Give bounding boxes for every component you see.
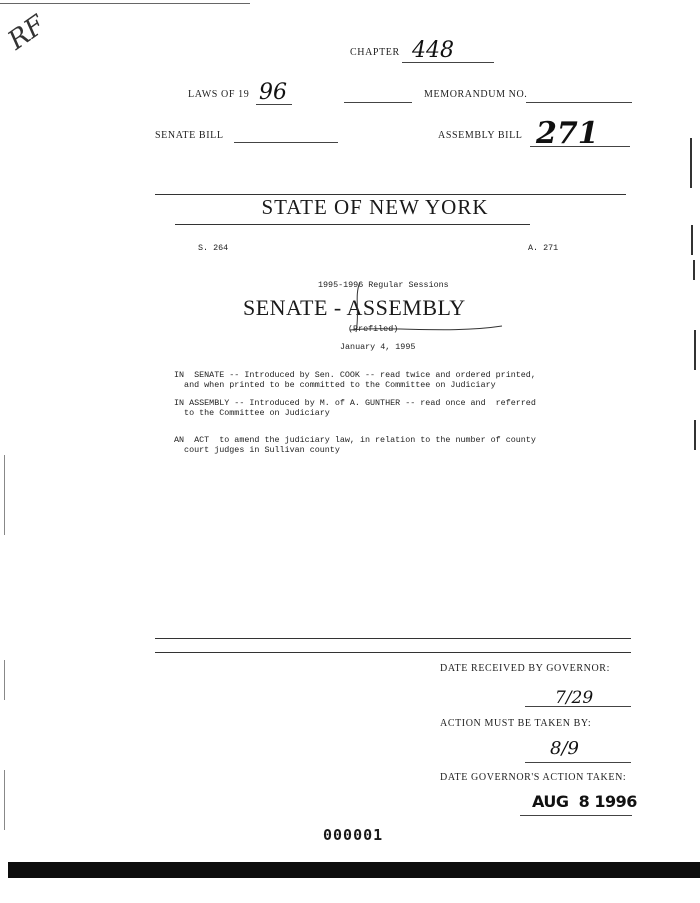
- senate-intro-line-1: IN SENATE -- Introduced by Sen. COOK -- read twice and ordered printed,: [174, 370, 536, 380]
- chapter-line: [402, 62, 494, 63]
- scan-edge-mark-5: [694, 420, 696, 450]
- house-title: SENATE - ASSEMBLY: [243, 295, 466, 320]
- chapter-value: 448: [412, 38, 454, 63]
- assembly-bill-label: ASSEMBLY BILL: [438, 130, 523, 141]
- memorandum-label: MEMORANDUM NO.: [424, 89, 528, 100]
- page-number: 000001: [323, 826, 384, 844]
- assembly-number: A. 271: [528, 243, 559, 253]
- state-title: STATE OF NEW YORK: [261, 195, 489, 219]
- scan-bar: [8, 862, 700, 878]
- scan-edge-mark-8: [4, 770, 5, 830]
- chapter-label: CHAPTER: [350, 47, 400, 58]
- senate-intro-line-2: and when printed to be committed to the Committee on Judiciary: [174, 380, 496, 390]
- rule-bottom-1: [155, 638, 631, 639]
- assembly-intro-line-2: to the Committee on Judiciary: [174, 408, 330, 418]
- senate-bill-line: [234, 142, 338, 143]
- blank-line: [344, 102, 412, 103]
- received-value: 7/29: [555, 688, 594, 708]
- received-line: [525, 706, 631, 707]
- action-by-line: [525, 762, 631, 763]
- received-label: DATE RECEIVED BY GOVERNOR:: [440, 663, 610, 674]
- action-by-label: ACTION MUST BE TAKEN BY:: [440, 718, 592, 729]
- action-taken-line: [520, 815, 632, 816]
- action-taken-label: DATE GOVERNOR'S ACTION TAKEN:: [440, 772, 627, 783]
- action-taken-stamp: AUG 8 1996: [532, 792, 637, 811]
- act-line-1: AN ACT to amend the judiciary law, in relation to the number of county: [174, 435, 536, 445]
- senate-bill-label: SENATE BILL: [155, 130, 224, 141]
- prefiled: (Prefiled): [348, 324, 399, 334]
- rule-bottom-2: [155, 652, 631, 653]
- scan-top-line: [0, 3, 250, 4]
- scan-edge-mark-2: [691, 225, 693, 255]
- laws-value: 96: [259, 80, 287, 105]
- laws-label: LAWS OF 19: [188, 89, 250, 100]
- margin-initials: RF: [2, 9, 51, 57]
- assembly-bill-value: 271: [536, 116, 599, 151]
- scan-edge-mark-6: [4, 455, 5, 535]
- scan-edge-mark-1: [690, 138, 692, 188]
- session: 1995-1996 Regular Sessions: [318, 280, 449, 290]
- action-by-value: 8/9: [550, 738, 579, 759]
- memorandum-line: [526, 102, 632, 103]
- scan-edge-mark-7: [4, 660, 5, 700]
- assembly-intro-line-1: IN ASSEMBLY -- Introduced by M. of A. GUNTHER -- read once and referred: [174, 398, 536, 408]
- rule-under-title: [175, 224, 530, 225]
- senate-number: S. 264: [198, 243, 229, 253]
- date: January 4, 1995: [340, 342, 416, 352]
- act-line-2: court judges in Sullivan county: [174, 445, 340, 455]
- scan-edge-mark-4: [694, 330, 696, 370]
- laws-line: [256, 104, 292, 105]
- scan-edge-mark-3: [693, 260, 695, 280]
- assembly-bill-line: [530, 146, 630, 147]
